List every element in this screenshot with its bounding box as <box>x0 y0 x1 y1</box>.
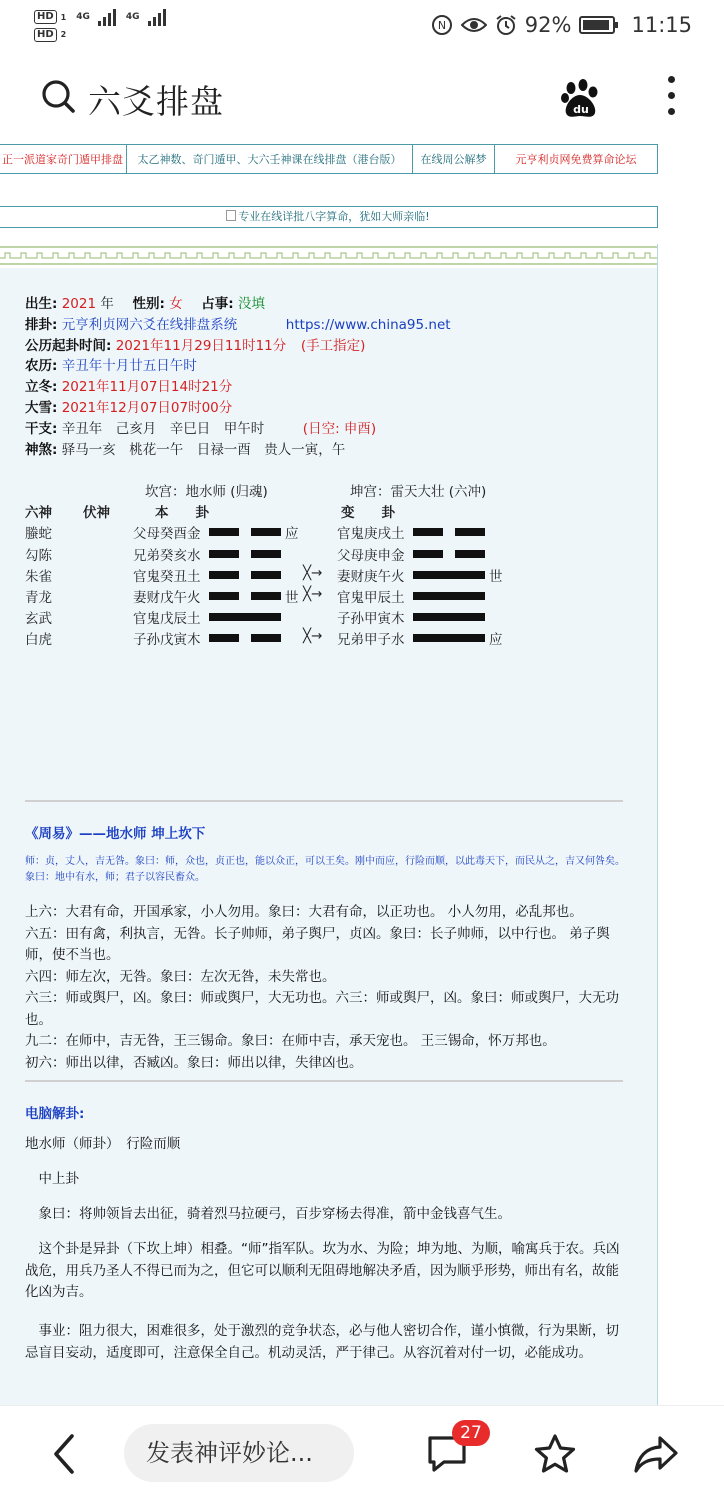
svg-text:du: du <box>573 103 589 116</box>
liushen: 青龙 <box>25 589 52 606</box>
signal-icon <box>148 8 166 26</box>
ben-yao-label: 官鬼戊辰土 <box>133 611 201 628</box>
hd-badge: HD <box>34 28 57 42</box>
info-line-shensha: 神煞: 驿马一亥 桃花一午 日禄一酉 贵人一寅，午 <box>25 441 346 458</box>
nfc-icon <box>431 14 453 36</box>
nav-link-zhougong[interactable]: 在线周公解梦 <box>413 145 495 173</box>
liushen: 螣蛇 <box>25 526 52 543</box>
yin-line <box>413 528 485 536</box>
jiegua-paragraph: 事业：阻力很大，困难很多，处于激烈的竞争状态，必与他人密切合作，谨小慎微，行为果断，切忌盲目妄动，适度即可，注意保全自己。机动灵活，严于律己。从容沉着对付一切，必能成功。 <box>25 1323 619 1361</box>
header-fushen: 伏神 <box>83 505 110 522</box>
hexagram-table <box>25 480 635 650</box>
broken-image-icon <box>226 210 236 221</box>
gua-rows <box>25 522 635 649</box>
bian-yao-label: 父母庚申金 <box>337 547 405 564</box>
yaoci-line: 六五：田有禽，利执言，无咎。长子帅师，弟子舆尸，贞凶。象曰：长子帅师，以中行也。 弟子舆师，使不当也。 <box>25 925 610 963</box>
gua-row <box>25 565 635 586</box>
header-bian-gua: 变 卦 <box>341 505 395 522</box>
decorative-pattern <box>0 244 657 268</box>
shi-ying-mark: 世 <box>285 589 299 606</box>
yaoci-line: 六四：师左次，无咎。象曰：左次无咎，未失常也。 <box>25 968 336 985</box>
zhouyi-yaoci <box>25 902 625 1074</box>
zhouyi-guaci: 师：贞，丈人，吉无咎。象曰：师，众也，贞正也，能以众正，可以王矣。刚中而应，行险而顺，以此毒天下，而民从之，吉又何咎矣。象曰：地中有水，师；君子以容民畜众。 <box>25 856 625 883</box>
yaoci-line: 九二：在师中，吉无咎，王三锡命。象曰：在师中吉，承天宠也。 王三锡命，怀万邦也。 <box>25 1033 556 1049</box>
bian-yao-label: 官鬼庚戌土 <box>337 526 405 543</box>
bian-yao-label: 子孙甲寅木 <box>337 611 405 628</box>
info-line-paigua: 排卦: 元亨利贞网六爻在线排盘系统 https://www.china95.net <box>25 316 451 333</box>
network-type: 4G <box>76 11 90 22</box>
yin-line <box>209 592 281 600</box>
yaoci-line: 上六：大君有命，开国承家，小人勿用。象曰：大君有命，以正功也。 小人勿用，必乱邦也。 <box>25 904 583 920</box>
nav-links-table <box>0 144 658 174</box>
yang-line <box>413 613 485 621</box>
header-ben-gua: 本 卦 <box>155 505 209 522</box>
yang-line <box>209 613 281 621</box>
battery-percent: 92% <box>524 13 572 37</box>
star-icon[interactable] <box>532 1432 578 1476</box>
moving-line-mark: ╳→ <box>303 585 323 602</box>
yang-line <box>413 592 485 600</box>
moving-line-mark: ╳→ <box>303 628 323 645</box>
bian-yao-label: 官鬼甲辰土 <box>337 589 405 606</box>
shi-ying-mark: 应 <box>285 526 299 543</box>
comment-input[interactable]: 发表神评妙论... <box>124 1424 354 1482</box>
gua-row <box>25 607 635 628</box>
decorative-border <box>0 244 657 268</box>
sim-number: 2 <box>60 30 67 39</box>
search-header <box>0 56 724 140</box>
info-line-gongli: 公历起卦时间: 2021年11月29日11时11分 (手工指定) <box>25 337 366 354</box>
signal-area <box>34 8 166 43</box>
paigua-system-link[interactable]: 元亨利贞网六爻在线排盘系统 <box>61 316 238 333</box>
bottom-bar <box>0 1405 724 1500</box>
jiegua-paragraph: 中上卦 <box>25 1171 79 1187</box>
ben-yao-label: 妻财戊午火 <box>133 589 201 606</box>
comment-count-badge: 27 <box>452 1420 490 1446</box>
status-bar <box>0 0 724 56</box>
eye-icon <box>461 15 487 35</box>
zhouyi-title: 《周易》——地水师 坤上坎下 <box>25 826 206 842</box>
bian-yao-label: 兄弟甲子水 <box>337 632 405 649</box>
banner-alt-text: 专业在线详批八字算命，犹如大师亲临! <box>238 210 430 223</box>
moving-line-mark: ╳→ <box>303 564 323 581</box>
header-liushen: 六神 <box>25 505 52 522</box>
basic-info <box>25 294 635 460</box>
info-line-nongli: 农历: 辛丑年十月廿五日午时 <box>25 358 197 375</box>
bian-yao-label: 妻财庚午火 <box>337 568 405 585</box>
yin-line <box>209 528 281 536</box>
search-icon[interactable] <box>40 78 76 114</box>
yaoci-line: 初六：师出以律，否臧凶。象曰：师出以律，失律凶也。 <box>25 1054 363 1071</box>
gua-row <box>25 586 635 607</box>
ben-yao-label: 父母癸酉金 <box>133 526 201 543</box>
gua-header-row <box>25 501 635 522</box>
share-icon[interactable] <box>632 1432 680 1476</box>
battery-fill <box>583 20 609 30</box>
info-line-daxue: 大雪: 2021年12月07日07时00分 <box>25 399 233 416</box>
signal-icon <box>98 8 116 26</box>
nav-link-forum[interactable]: 元亨利贞网免费算命论坛 <box>515 153 637 166</box>
nav-link-qimen[interactable]: 正一派道家奇门遁甲排盘 <box>0 145 127 173</box>
ben-yao-label: 官鬼癸丑土 <box>133 568 201 585</box>
nav-link-taiyi[interactable]: 太乙神数、奇门遁甲、大六壬神课在线排盘（港台版） <box>127 145 413 173</box>
jiegua-paragraph: 象曰：将帅领旨去出征，骑着烈马拉硬弓，百步穿杨去得准，箭中金钱喜气生。 <box>25 1206 511 1222</box>
yang-line <box>413 634 485 642</box>
divider <box>25 800 623 802</box>
yaoci-line: 六三：师或舆尸，凶。象曰：师或舆尸，大无功也。六三：师或舆尸，凶。象曰：师或舆尸，大无功也。 <box>25 990 619 1028</box>
ben-gua-palace: 坎宫：地水师 (归魂) <box>145 484 268 500</box>
ben-yao-label: 兄弟癸亥水 <box>133 547 201 564</box>
clock: 11:15 <box>631 13 692 37</box>
svg-text:N: N <box>437 19 446 32</box>
sim-number: 1 <box>60 12 67 22</box>
bian-shi-ying-mark: 世 <box>489 568 503 585</box>
liushen: 白虎 <box>25 632 52 649</box>
liushen: 勾陈 <box>25 547 52 564</box>
ben-yao-label: 子孙戊寅木 <box>133 632 201 649</box>
gua-row <box>25 544 635 565</box>
result-panel <box>0 244 658 1405</box>
web-content <box>0 140 724 1405</box>
bian-shi-ying-mark: 应 <box>489 632 503 649</box>
bian-gua-palace: 坤宫：雷天大壮 (六冲) <box>350 484 487 500</box>
ad-banner[interactable] <box>0 206 658 228</box>
jiegua-paragraph: 地水师（师卦） 行险而顺 <box>25 1136 181 1152</box>
more-menu-icon[interactable] <box>664 76 678 120</box>
divider <box>25 1080 623 1082</box>
info-line-birth: 出生: 2021 年 性别: 女 占事: 没填 <box>25 296 265 312</box>
battery-icon <box>579 16 615 34</box>
search-query[interactable]: 六爻排盘 <box>88 82 224 121</box>
jiegua-paragraph: 这个卦是异卦（下坎上坤）相叠。“师”指军队。坎为水、为险；坤为地、为顺，喻寓兵于农。兵凶战危，用兵乃圣人不得已而为之，但它可以顺利无阻碍地解决矛盾，因为顺乎形势，师出有名，故能化凶为吉。 <box>25 1241 620 1300</box>
yin-line <box>413 550 485 558</box>
back-icon[interactable] <box>48 1432 80 1476</box>
yin-line <box>209 550 281 558</box>
yin-line <box>209 571 281 579</box>
jiegua-title: 电脑解卦: <box>25 1106 85 1122</box>
yin-line <box>209 634 281 642</box>
status-right <box>431 13 692 37</box>
yang-line <box>413 571 485 579</box>
baidu-paw-icon[interactable] <box>560 78 602 120</box>
liushen: 玄武 <box>25 611 52 628</box>
site-url-link[interactable]: https://www.china95.net <box>285 316 451 333</box>
gua-row <box>25 522 635 543</box>
gua-palace-row <box>25 480 635 501</box>
info-line-ganzhi: 干支: 辛丑年 己亥月 辛巳日 甲午时 (日空: 申酉) <box>25 420 377 437</box>
hd-badge: HD <box>34 10 57 24</box>
gua-row <box>25 628 635 649</box>
liushen: 朱雀 <box>25 568 52 585</box>
alarm-icon <box>495 14 517 36</box>
info-line-lidong: 立冬: 2021年11月07日14时21分 <box>25 379 233 396</box>
network-type: 4G <box>125 11 140 22</box>
